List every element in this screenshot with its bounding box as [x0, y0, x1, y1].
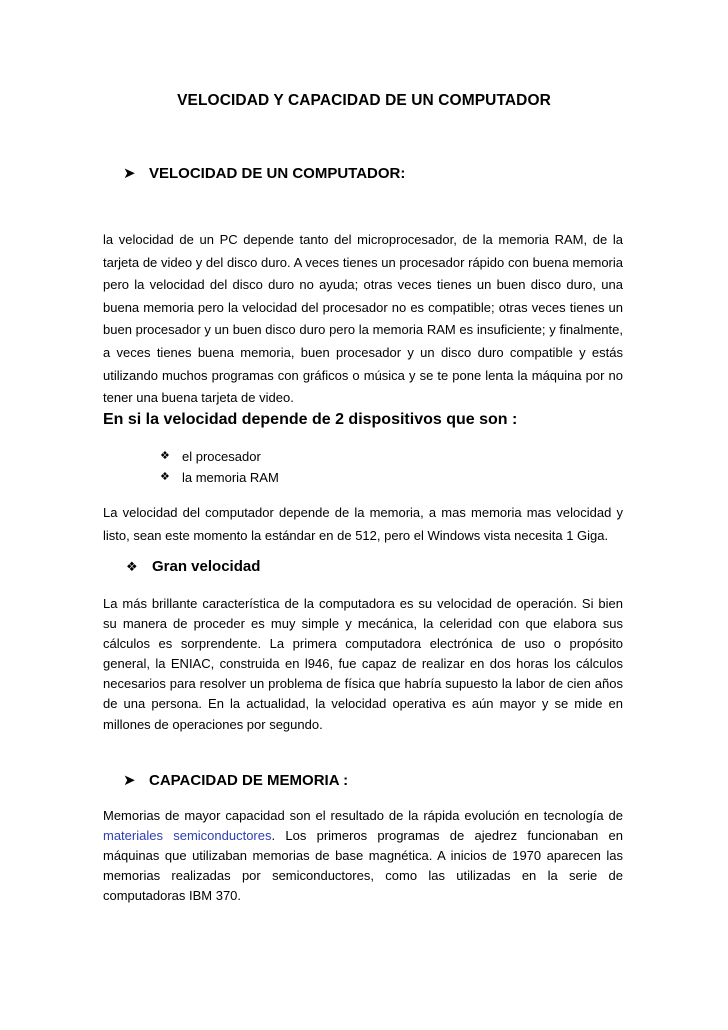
arrow-bullet-icon: ➤	[123, 772, 136, 789]
list-item	[160, 467, 279, 488]
diamond-bullet-icon: ❖	[160, 471, 170, 483]
list-item-label: la memoria RAM	[182, 470, 279, 485]
devices-list	[160, 446, 279, 488]
list-item	[160, 446, 279, 467]
diamond-bullet-icon: ❖	[126, 559, 138, 574]
capacidad-paragraph	[103, 806, 623, 906]
devices-heading: En si la velocidad depende de 2 dispositivos que son :	[103, 411, 518, 428]
list-item-label: el procesador	[182, 449, 261, 464]
section-heading-label: Gran velocidad	[152, 558, 261, 575]
section-heading-velocidad	[123, 165, 405, 182]
diamond-bullet-icon: ❖	[160, 450, 170, 462]
memory-paragraph: La velocidad del computador depende de la memoria, a mas memoria mas velocidad y listo, sean este momento la estándar en de 512, pero el Windows vista necesita 1 Giga.	[103, 505, 623, 543]
section-heading-capacidad	[123, 772, 348, 789]
section-heading-label: VELOCIDAD DE UN COMPUTADOR:	[149, 165, 406, 182]
section-heading-label: CAPACIDAD DE MEMORIA :	[149, 772, 349, 789]
document-title: VELOCIDAD Y CAPACIDAD DE UN COMPUTADOR	[177, 92, 551, 109]
gran-velocidad-paragraph: La más brillante característica de la computadora es su velocidad de operación. Si bien su manera de proceder es muy simple y mecánica, la celeridad con que elabora sus cálculos es sorprendente. La primera computadora electrónica de uso o propósito general, la ENIAC, construida en l946, fue capaz de realizar en dos horas los cálculos necesarios para resolver un problema de física que habría supuesto la labor de cien años de una persona. En la actualidad, la velocidad operativa es aún mayor y se mide en millones de operaciones por segundo.	[103, 596, 623, 732]
section-heading-gran-velocidad	[126, 558, 260, 575]
arrow-bullet-icon: ➤	[123, 165, 136, 182]
velocidad-paragraph: la velocidad de un PC depende tanto del microprocesador, de la memoria RAM, de la tarjeta de video y del disco duro. A veces tienes un procesador rápido con buena memoria pero la velocidad del disco duro no ayuda; otras veces tienes un buen disco duro, una buena memoria pero la velocidad del procesador no es compatible; otras veces tienes un buen procesador y un buen disco duro pero la memoria RAM es insuficiente; y finalmente, a veces tienes buena memoria, buen procesador y un disco duro compatible y estás utilizando muchos programas con gráficos o música y se te pone lenta la máquina por no tener una buena tarjeta de video.	[103, 232, 623, 406]
capacidad-text-after: . Los primeros programas de ajedrez funcionaban en máquinas que utilizaban memorias de base magnética. A inicios de 1970 aparecen las memorias realizadas por semiconductores, como las utilizadas en la serie de computadoras IBM 370.	[103, 828, 623, 904]
capacidad-text-before: Memorias de mayor capacidad son el resultado de la rápida evolución en tecnología de	[103, 808, 623, 823]
semiconductores-link[interactable]: materiales semiconductores	[103, 828, 272, 844]
